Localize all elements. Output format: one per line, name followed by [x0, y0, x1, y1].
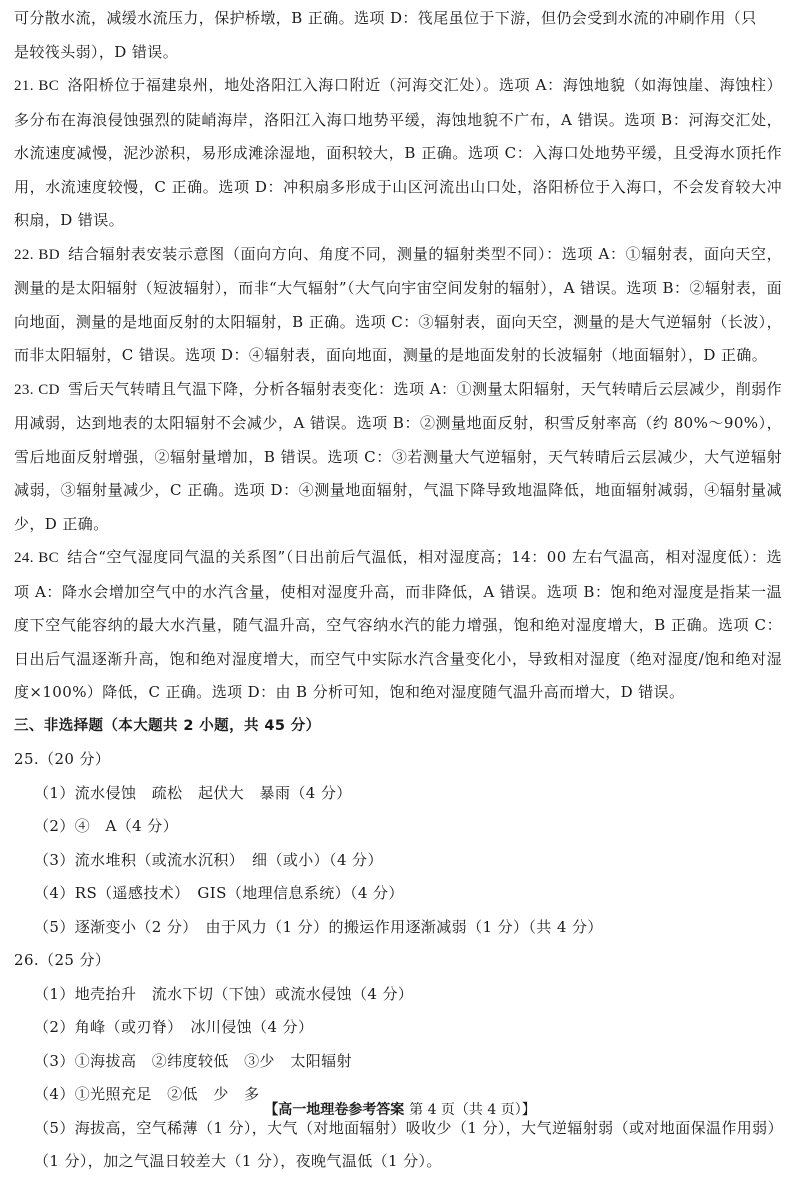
answer-number: 22. BD [14, 246, 60, 263]
answer-21 [14, 69, 782, 238]
section-title: 三、非选择题（本大题共 2 小题，共 45 分） [14, 717, 321, 734]
answer-23 [14, 373, 782, 542]
question-25-head: 25.（20 分） [14, 750, 111, 768]
answer-22 [14, 238, 782, 373]
answer-explanation: 结合辐射表安装示意图（面向方向、角度不同，测量的辐射类型不同）：选项 A：①辐射表，面向天空，测量的是太阳辐射（短波辐射），而非“大气辐射”（大气向宇宙空间发射的辐射），A 错误。选项 B：②辐射表，面向地面，测量的是地面反射的太阳辐射，B 正确。选项 C：③辐射表，面向天空，测量的是大气逆辐射（长波），而非太阳辐射，C 错误。选项 D：④辐射表，面向地面，测量的是地面发射的长波辐射（地面辐射），D 正确。 [14, 244, 782, 364]
answer-explanation: 洛阳桥位于福建泉州，地处洛阳江入海口附近（河海交汇处）。选项 A：海蚀地貌（如海蚀崖、海蚀柱）多分布在海浪侵蚀强烈的陡峭海岸，洛阳江入海口地势平缓，海蚀地貌不广布，A 错误。选项 B：河海交汇处，水流速度减慢，泥沙淤积，易形成滩涂湿地，面积较大，B 正确。选项 C：入海口处地势平缓，且受海水顶托作用，水流速度较慢，C 正确。选项 D：冲积扇多形成于山区河流出山口处，洛阳桥位于入海口，不会发育较大冲积扇，D 错误。 [14, 76, 782, 229]
q25-part-5: （5）逐渐变小（2 分） 由于风力（1 分）的搬运作用逐渐减弱（1 分）（共 4 分） [34, 917, 603, 936]
answer-explanation: 雪后天气转晴且气温下降，分析各辐射表变化：选项 A：①测量太阳辐射，天气转晴后云层减少，削弱作用减弱，达到地表的太阳辐射不会减少，A 错误。选项 B：②测量地面反射，积雪反射率高（约 80%～90%），雪后地面反射增强，②辐射量增加，B 错误。选项 C：③若测量大气逆辐射，天气转晴后云层减少，大气逆辐射减弱，③辐射量减少，C 正确。选项 D：④测量地面辐射，气温下降导致地温降低，地面辐射减弱，④辐射量减少，D 正确。 [14, 379, 782, 533]
answer-24 [14, 541, 782, 710]
answer-number: 24. BC [14, 550, 60, 566]
answer-number: 21. BC [14, 78, 60, 94]
continued-line-1: 可分散水流，减缓水流压力，保护桥墩，B 正确。选项 D：筏尾虽位于下游，但仍会受到水流的冲刷作用（只 [14, 9, 757, 27]
q26-part-5: （5）海拔高，空气稀薄（1 分），大气（对地面辐射）吸收少（1 分），大气逆辐射弱（或对地面保温作用弱）（1 分），加之气温日较差大（1 分），夜晚气温低（1 分）。 [34, 1118, 776, 1170]
continued-text [14, 2, 782, 69]
page-footer [0, 1099, 800, 1119]
q25-part-2: （2）④ A（4 分） [34, 817, 179, 835]
q26-part-4: （4）①光照充足 ②低 少 多 [34, 1085, 260, 1103]
footer-title: 【高一地理卷参考答案 [264, 1102, 405, 1118]
answer-number: 23. CD [14, 381, 60, 398]
answer-explanation: 结合“空气湿度同气温的关系图”（日出前后气温低，相对湿度高；14：00 左右气温高，相对湿度低）：选项 A：降水会增加空气中的水汽含量，使相对湿度升高，而非降低，A 错误。选项 B：饱和绝对湿度是指某一温度下空气能容纳的最大水汽量，随气温升高，空气容纳水汽的能力增强，饱和绝对湿度增大，B 正确。选项 C：日出后气温逐渐升高，饱和绝对湿度增大，而空气中实际水汽含量变化小，导致相对湿度（绝对湿度/饱和绝对湿度×100%）降低，C 正确。选项 D：由 B 分析可知，饱和绝对湿度随气温升高而增大，D 错误。 [14, 548, 782, 701]
q26-part-2: （2）角峰（或刃脊） 冰川侵蚀（4 分） [34, 1018, 314, 1036]
q26-part-3: （3）①海拔高 ②纬度较低 ③少 太阳辐射 [34, 1051, 352, 1070]
q25-part-1: （1）流水侵蚀 疏松 起伏大 暴雨（4 分） [34, 783, 352, 802]
continued-line-2: 是较筏头弱），D 错误。 [14, 42, 179, 61]
q25-part-4: （4）RS（遥感技术） GIS（地理信息系统）（4 分） [34, 884, 404, 902]
q26-part-1: （1）地壳抬升 流水下切（下蚀）或流水侵蚀（4 分） [34, 984, 414, 1003]
question-26-head: 26.（25 分） [14, 951, 111, 969]
footer-page-number: 第 4 页（共 4 页）】 [409, 1102, 536, 1118]
answer-content [14, 2, 782, 1179]
q25-part-3: （3）流水堆积（或流水沉积） 细（或小）（4 分） [34, 850, 383, 869]
